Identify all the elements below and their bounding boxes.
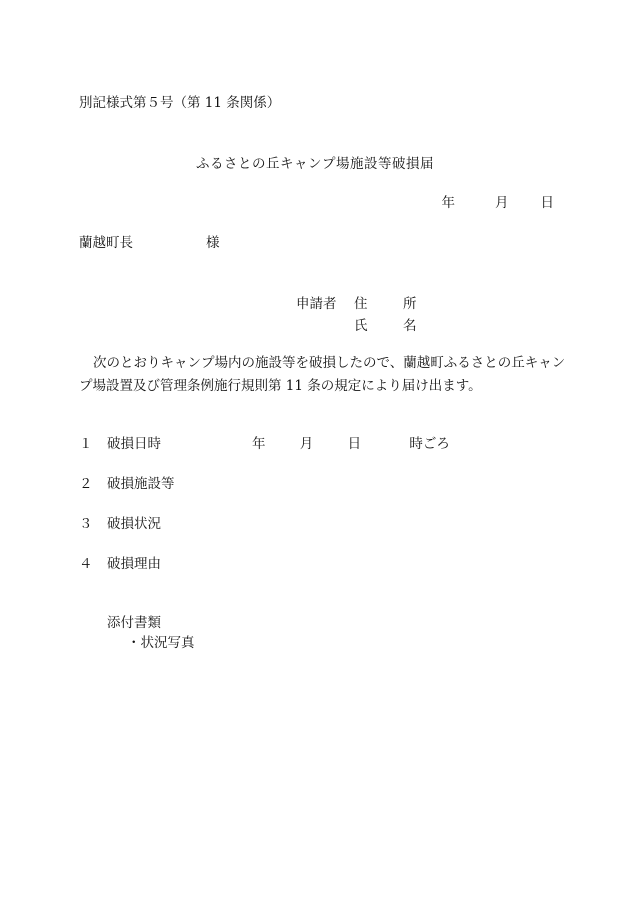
form-number: 別記様式第５号（第 11 条関係）	[79, 95, 281, 111]
applicant-block	[296, 296, 428, 335]
body-paragraph: 次のとおりキャンプ場内の施設等を破損したので、蘭越町ふるさとの丘キャンプ場設置及び管理条例施行規則第 11 条の規定により届け出ます。	[79, 355, 566, 394]
item-damage-condition	[79, 516, 161, 534]
item-label: 破損理由	[107, 556, 161, 572]
item-label: 破損日時	[107, 436, 161, 452]
document-title: ふるさとの丘キャンプ場施設等破損届	[196, 156, 434, 172]
datetime-year-label: 年	[252, 436, 266, 452]
item-label: 破損施設等	[107, 476, 175, 492]
item-number: １	[79, 436, 93, 452]
addressee-name: 蘭越町長	[79, 235, 133, 251]
attachment-item: ・状況写真	[127, 634, 195, 651]
addressee	[79, 235, 220, 253]
date-year-label: 年	[441, 195, 455, 211]
datetime-month-label: 月	[299, 436, 314, 452]
item-damaged-facility	[79, 476, 175, 494]
applicant-label: 申請者	[296, 296, 337, 312]
datetime-time-label: 時ごろ	[409, 436, 450, 452]
submission-date-line	[442, 195, 555, 213]
item-label: 破損状況	[107, 516, 161, 532]
applicant-address-label: 住 所	[354, 296, 428, 312]
datetime-day-label: 日	[347, 436, 362, 452]
item-number: ２	[79, 476, 93, 492]
damage-datetime-fields	[252, 436, 450, 454]
date-day-label: 日	[540, 195, 554, 211]
item-damage-datetime	[79, 436, 161, 454]
attachments-heading: 添付書類	[107, 615, 161, 631]
item-number: ４	[79, 556, 93, 572]
date-month-label: 月	[495, 195, 509, 211]
attachments-section	[107, 615, 195, 652]
item-number: ３	[79, 516, 93, 532]
item-damage-reason	[79, 556, 161, 574]
addressee-honorific: 様	[206, 235, 220, 251]
applicant-name-label: 氏 名	[354, 317, 428, 334]
